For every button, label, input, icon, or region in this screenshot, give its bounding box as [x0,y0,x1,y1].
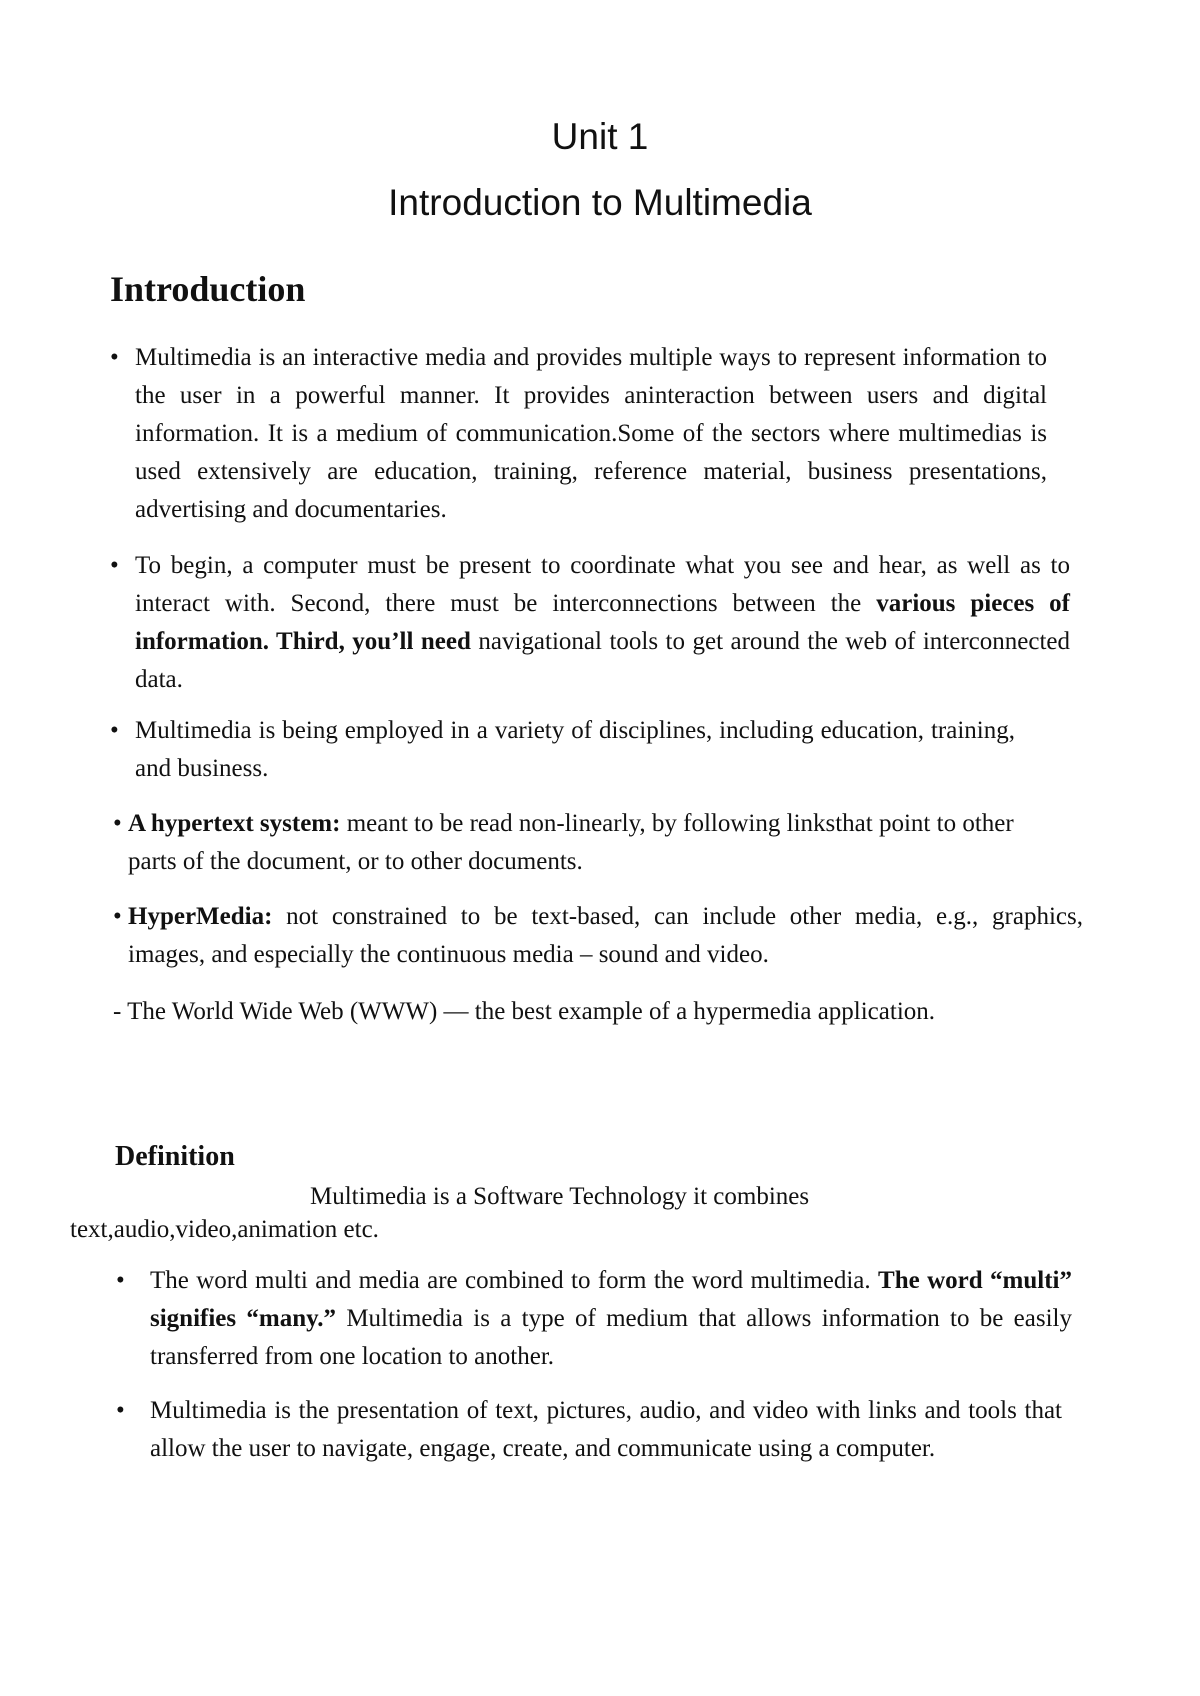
definition-line-1: Multimedia is a Software Technology it combines [310,1183,810,1210]
hypertext-definition: meant to be read non-linearly, by following linksthat point to other parts of the document, or to other documents. [128,810,1014,875]
intro-bullet-3: Multimedia is being employed in a variety of disciplines, including education, training, and business. [135,717,1015,782]
bullet-icon: • [110,344,119,371]
intro-bullet-1: Multimedia is an interactive media and provides multiple ways to represent information to the user in a powerful manner. It provides aninteraction between users and digital information. It is a medium of communication.Some of the sectors where multimedias is used extensively are education, training, reference material, business presentations, advertising and documentaries. [135,344,1047,523]
bullet-icon: • [113,903,122,930]
intro-bullet-2-text-b: navigational tools to get around the web of interconnected data. [135,628,1070,693]
hypermedia-term: HyperMedia: [128,903,273,930]
intro-bullet-hypertext [128,805,1053,881]
unit-title: Unit 1 [551,116,649,157]
www-example: - The World Wide Web (WWW) — the best example of a hypermedia application. [113,998,936,1025]
intro-bullet-2 [135,547,1070,699]
page-title: Introduction to Multimedia [388,182,812,223]
introduction-heading: Introduction [110,269,306,309]
definition-bullet-1-text-a: The word multi and media are combined to form the word multimedia. [150,1267,879,1294]
definition-heading: Definition [115,1141,235,1172]
bullet-icon: • [110,552,119,579]
definition-bullet-2: Multimedia is the presentation of text, pictures, audio, and video with links and tools that allow the user to navigate, engage, create, and communicate using a computer. [150,1397,1062,1462]
definition-bullet-1-bold: The word “multi” signifies “many.” [150,1267,1072,1332]
hypermedia-definition: not constrained to be text-based, can include other media, e.g., graphics, images, and especially the continuous media – sound and video. [128,903,1083,968]
definition-line-2: text,audio,video,animation etc. [70,1216,379,1243]
bullet-icon: • [113,810,122,837]
intro-bullet-2-bold: various pieces of information. Third, you’ll need [135,590,1070,655]
intro-bullet-2-text-a: To begin, a computer must be present to coordinate what you see and hear, as well as to interact with. Second, there must be interconnections between the [135,552,1070,617]
hypertext-term: A hypertext system: [128,810,341,837]
intro-bullet-hypermedia [128,898,1083,974]
definition-bullet-1-text-b: Multimedia is a type of medium that allows information to be easily transferred from one location to another. [150,1305,1072,1370]
bullet-icon: • [110,717,119,744]
bullet-icon: • [116,1397,125,1424]
definition-bullet-1 [150,1262,1072,1376]
bullet-icon: • [116,1267,125,1294]
